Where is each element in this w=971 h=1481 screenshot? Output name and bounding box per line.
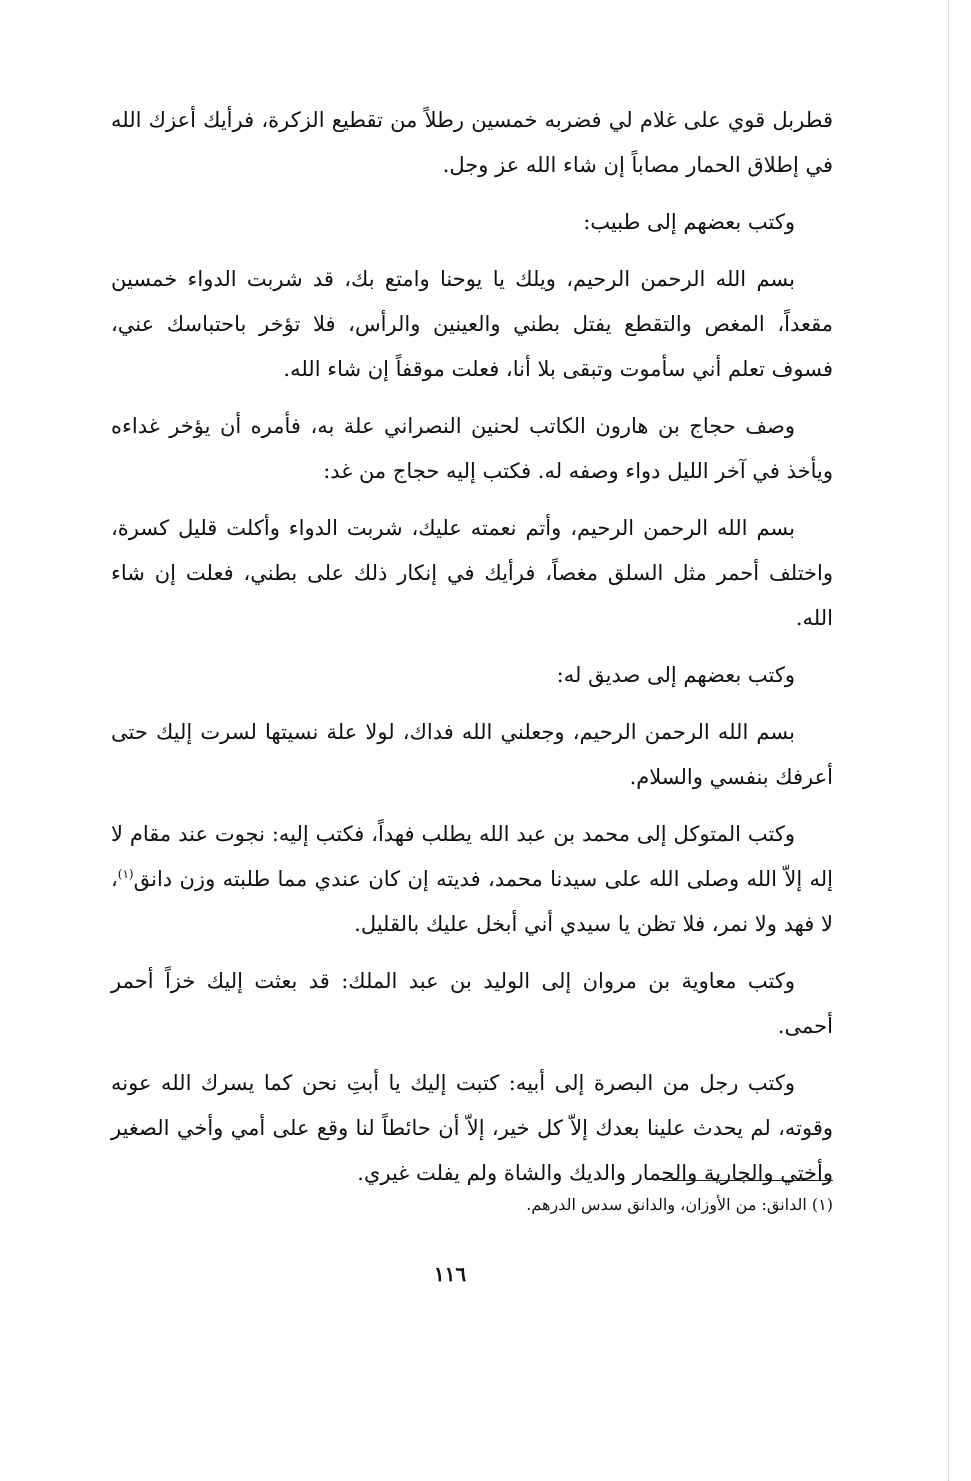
paragraph-4: وصف حجاج بن هارون الكاتب لحنين النصراني علة به، فأمره أن يؤخر غداءه ويأخذ في آخر الليل دواء وصفه له. فكتب إليه حجاج من غد: — [111, 414, 833, 483]
paragraph-9: وكتب معاوية بن مروان إلى الوليد بن عبد الملك: قد بعثت إليك خزاً أحمر أحمى. — [111, 969, 833, 1038]
paragraph-3: بسم الله الرحمن الرحيم، ويلك يا يوحنا وامتع بك، قد شربت الدواء خمسين مقعداً، المغص والتقطع يفتل بطني والعينين والرأس، فلا تؤخر باحتباسك عني، فسوف تعلم أني سأموت وتبقى بلا أنا، فعلت موقفاً إن شاء الله. — [111, 267, 833, 381]
paragraph-2: وكتب بعضهم إلى طبيب: — [583, 210, 795, 234]
paragraph-6: وكتب بعضهم إلى صديق له: — [556, 663, 795, 687]
paragraph-7: بسم الله الرحمن الرحيم، وجعلني الله فداك، لولا علة نسيتها لسرت إليك حتى أعرفك بنفسي والسلام. — [111, 720, 833, 789]
footnote-reference: (١) — [117, 867, 134, 881]
page-number: ١١٦ — [433, 1262, 467, 1286]
paragraph-8-text: وكتب المتوكل إلى محمد بن عبد الله يطلب فهداً، فكتب إليه: نجوت عند مقام لا إله إلاّ الله وصلى الله على سيدنا محمد، فديته إن كان عندي مما طلبته وزن دانق — [111, 822, 833, 891]
paragraph-10: وكتب رجل من البصرة إلى أبيه: كتبت إليك يا أبتِ نحن كما يسرك الله عونه وقوته، لم يحدث علينا بعدك إلاّ كل خير، إلاّ أن حائطاً لنا وقع على أمي وأخي الصغير وأختي والجارية والحمار والديك والشاة ولم يفلت غيري. — [111, 1071, 833, 1185]
page-edge-divider — [948, 0, 949, 1481]
paragraph-8-text-after: ، لا فهد ولا نمر، فلا تظن يا سيدي أني أبخل عليك بالقليل. — [111, 867, 833, 936]
footnote: (١) الدانق: من الأوزان، والدانق سدس الدرهم. — [526, 1195, 833, 1214]
paragraph-5: بسم الله الرحمن الرحيم، وأتم نعمته عليك، شربت الدواء وأكلت قليل كسرة، واختلف أحمر مثل السلق مغصاً، فرأيك في إنكار ذلك على بطني، فعلت إن شاء الله. — [111, 516, 833, 630]
footnote-divider — [663, 1180, 833, 1181]
body-text — [111, 98, 833, 1208]
paragraph-1: قطربل قوي على غلام لي فضربه خمسين رطلاً من تقطيع الزكرة، فرأيك أعزك الله في إطلاق الحمار مصاباً إن شاء الله عز وجل. — [111, 108, 833, 177]
paragraph-8 — [111, 812, 833, 947]
